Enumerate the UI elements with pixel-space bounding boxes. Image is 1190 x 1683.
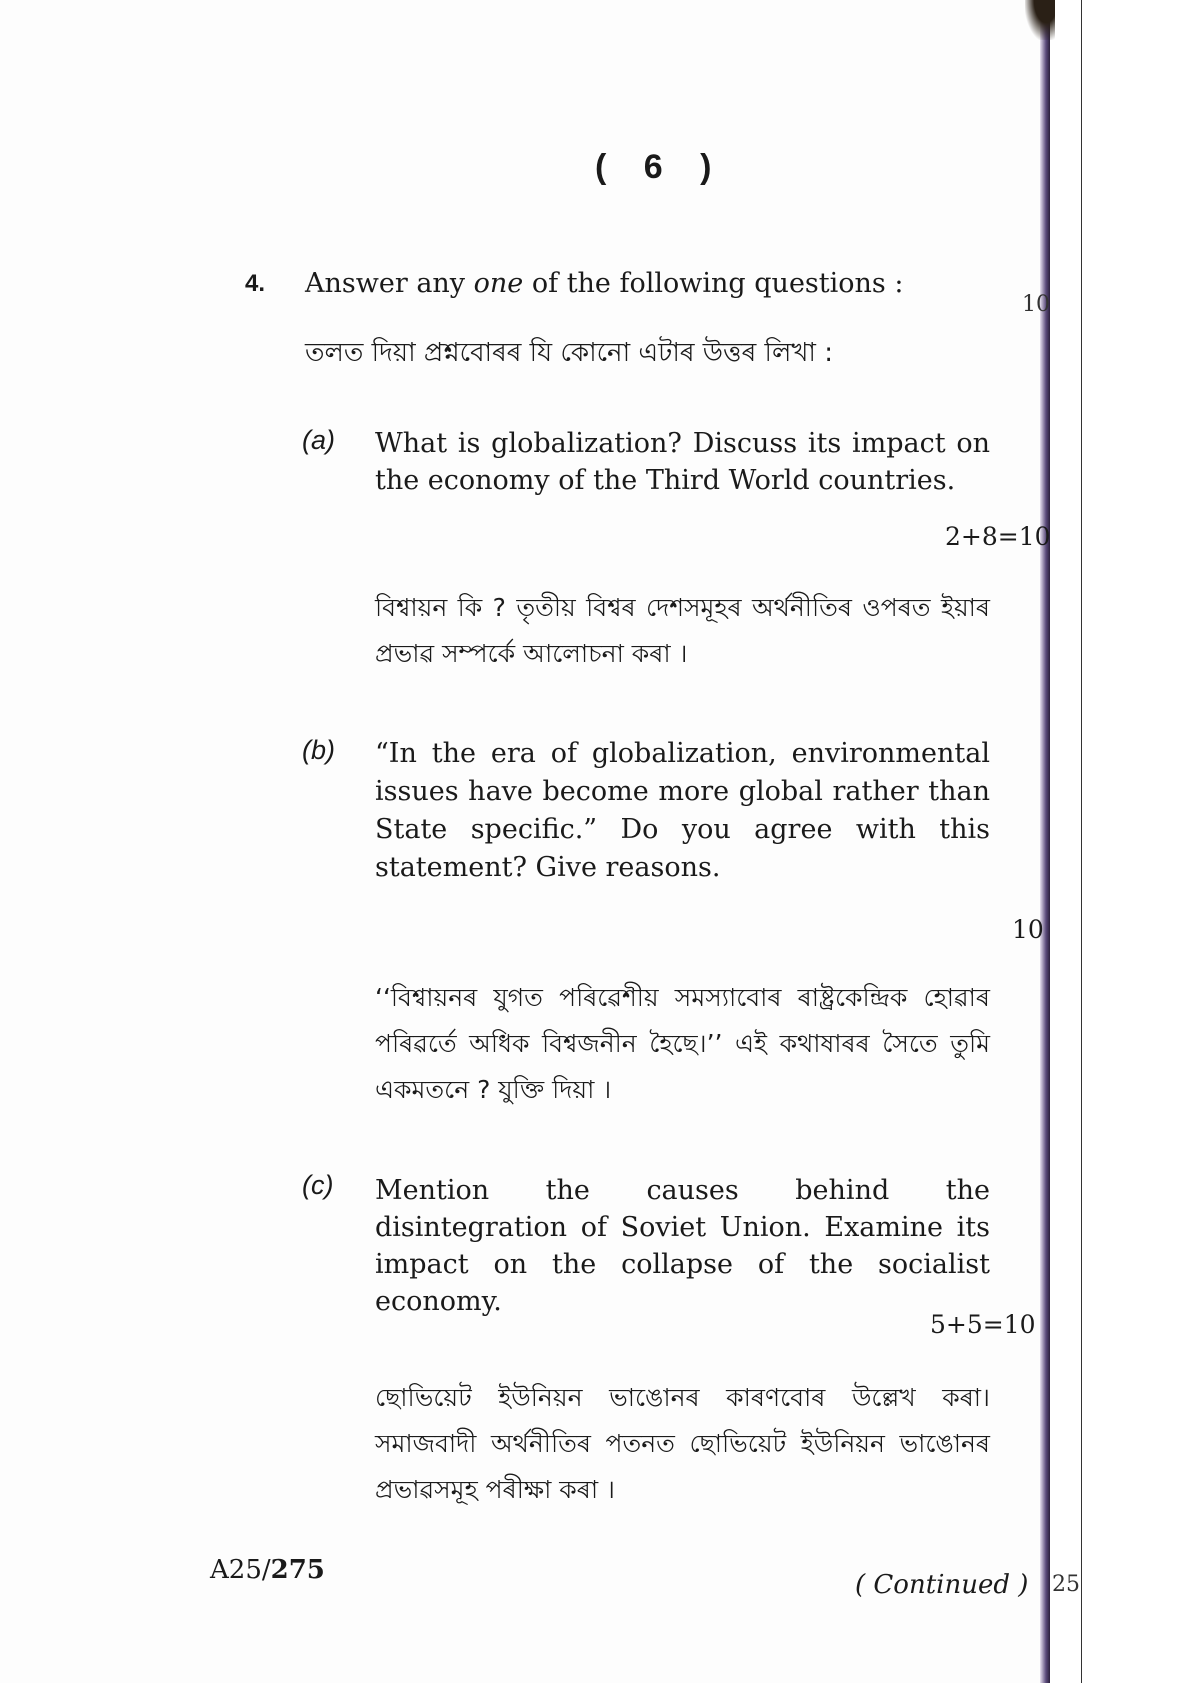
part-b-question: “In the era of globalization, environmental issues have become more global rather than State specific.” Do you agree with this statement? Give reasons. (375, 738, 990, 883)
paper-code (210, 1555, 325, 1585)
part-a-label: (a) (302, 425, 335, 455)
instruction-emphasis: one (473, 268, 524, 299)
page-number: ( 6 ) (595, 148, 726, 186)
part-a-marks: 2+8=10 (945, 522, 1051, 551)
part-c-question: Mention the causes behind the disintegration of Soviet Union. Examine its impact on the collapse of the socialist economy. (375, 1175, 990, 1317)
part-b-text-as: ‘‘বিশ্বায়নৰ যুগত পৰিৱেশীয় সমস্যাবোৰ ৰাষ্ট্ৰকেন্দ্ৰিক হোৱাৰ পৰিৱৰ্তে অধিক বিশ্বজনীন হৈছে।’’ এই কথাষাৰৰ সৈতে তুমি একমতনে ? যুক্তি দিয়া । (375, 983, 990, 1104)
instruction-text: of the following questions : (523, 268, 904, 299)
part-c-marks: 5+5=10 (930, 1310, 1036, 1339)
instruction-text: Answer any (305, 268, 474, 299)
part-a-question: What is globalization? Discuss its impact on the economy of the Third World countries. (375, 428, 990, 496)
part-c-label: (c) (302, 1170, 334, 1200)
part-c-text-as: ছোভিয়েট ইউনিয়ন ভাঙোনৰ কাৰণবোৰ উল্লেখ কৰা। সমাজবাদী অৰ্থনীতিৰ পতনত ছোভিয়েট ইউনিয়ন ভাঙোনৰ প্ৰভাৱসমূহ পৰীক্ষা কৰা । (375, 1383, 990, 1504)
binding-shadow (1025, 0, 1055, 40)
question-marks: 10 (1022, 292, 1050, 317)
part-b-text-en (375, 735, 990, 887)
part-a-text-en (375, 425, 990, 499)
part-c-text-en (375, 1172, 990, 1320)
page-edge-shadow (1040, 0, 1050, 1683)
part-a-text-as: বিশ্বায়ন কি ? তৃতীয় বিশ্বৰ দেশসমূহৰ অৰ্থনীতিৰ ওপৰত ইয়াৰ প্ৰভাৱ সম্পৰ্কে আলোচনা কৰা । (375, 593, 990, 668)
margin-fragment: 25 (1052, 1572, 1080, 1597)
question-number: 4. (245, 270, 266, 297)
question-instruction-as: তলত দিয়া প্ৰশ্নবোৰৰ যি কোনো এটাৰ উত্তৰ লিখা : (305, 338, 833, 368)
paper-code-number: 275 (270, 1555, 325, 1585)
paper-code-prefix: A25/ (210, 1555, 271, 1585)
continued-label: ( Continued ) (855, 1570, 1029, 1600)
scan-border-line (1081, 0, 1082, 1683)
question-instruction-en (305, 268, 903, 299)
part-b-marks: 10 (1012, 915, 1044, 944)
part-b-label: (b) (302, 735, 335, 765)
